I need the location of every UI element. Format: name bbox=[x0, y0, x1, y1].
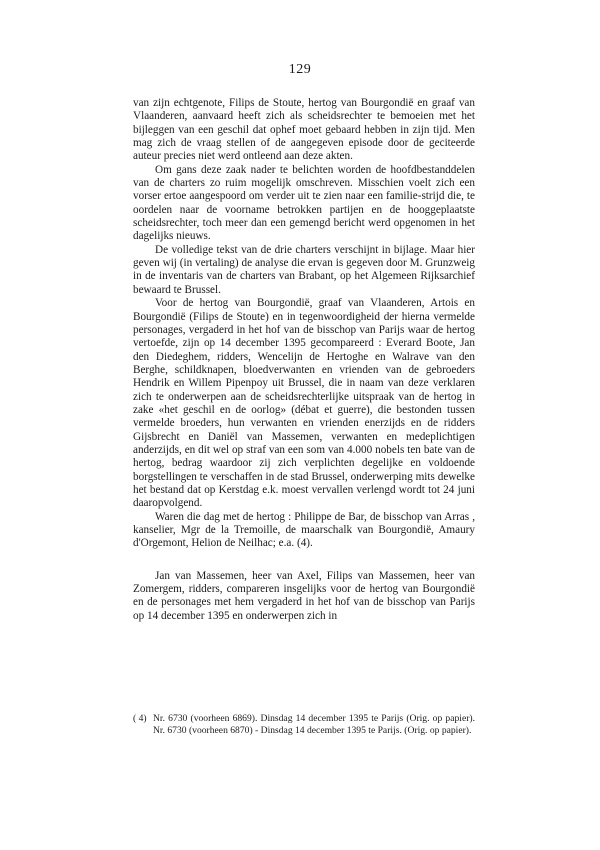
paragraph-4: Voor de hertog van Bourgondië, graaf van Vlaanderen, Artois en Bourgondië (Filips de Stoute) en in tegenwoordigheid der hierna vermelde personages, vergaderd in het hof van de bisschop van Parijs waar de hertog vertoefde, zijn op 14 december 1395 gecompareerd : Everard Boote, Jan den Diedeghem, ridders, Wencelijn de Hertoghe en Walrave van den Berghe, schildknapen, bloedverwanten en vrienden van de gebroeders Hendrik en Willem Pipenpoy uit Brussel, die in naam van deze verklaren zich te onderwerpen aan de scheidsrechterlijke uitspraak van de hertog in zake «het geschil en de oorlog» (débat et guerre), die bestonden tussen vermelde broeders, hun verwanten en vrienden enerzijds en de ridders Gijsbrecht en Daniël van Massemen, verwanten en medeplichtigen anderzijds, en dit wel op straf van een som van 4.000 nobels ten bate van de hertog, bedrag waardoor zij zich verplichten degelijke en voldoende borgstellingen te verschaffen in de stad Brussel, onderwerping mits dewelke het bestand dat op Kerstdag e.k. moest vervallen verlengd wordt tot 24 juni daaropvolgend. bbox=[133, 297, 475, 510]
footnote-4 bbox=[133, 713, 475, 737]
paragraph-6: Jan van Massemen, heer van Axel, Filips van Massemen, heer van Zomergem, ridders, compareren insgelijks voor de hertog van Bourgondië en de personages met hem vergaderd in het hof van de bisschop van Parijs op 14 december 1395 en onderwerpen zich in bbox=[133, 569, 475, 622]
paragraph-2: Om gans deze zaak nader te belichten worden de hoofdbestanddelen van de charters zo ruim mogelijk omschreven. Misschien voelt zich een vorser ertoe aangespoord om verder uit te zien naar een familie-strijd die, te oordelen naar de voorname betrokken partijen en de hooggeplaatste scheidsrechter, toch meer dan een gemengd bericht werd opgenomen in het dagelijks nieuws. bbox=[133, 163, 475, 243]
paragraph-3: De volledige tekst van de drie charters verschijnt in bijlage. Maar hier geven wij (in vertaling) de analyse die ervan is gegeven door M. Grunzweig in de inventaris van de charters van Brabant, op het Algemeen Rijksarchief bewaard te Brussel. bbox=[133, 243, 475, 296]
paragraph-5: Waren die dag met de hertog : Philippe de Bar, de bisschop van Arras , kanselier, Mgr de la Tremoille, de maarschalk van Bourgondië, Amaury d'Orgemont, Helion de Neilhac; e.a. (4). bbox=[133, 510, 475, 550]
page-number: 129 bbox=[288, 62, 312, 77]
body-text bbox=[133, 97, 475, 623]
footnotes bbox=[133, 713, 475, 737]
footnote-text: Nr. 6730 (voorheen 6869). Dinsdag 14 december 1395 te Parijs (Orig. op papier). Nr. 6730 (voorheen 6870) - Dinsdag 14 december 1395 te Parijs. (Orig. op papier). bbox=[153, 713, 475, 737]
paragraph-1: van zijn echtgenote, Filips de Stoute, hertog van Bourgondië en graaf van Vlaanderen, aanvaard heeft zich als scheidsrechter te bemoeien met het bijleggen van een geschil dat ophef moet gebaard hebben in zijn tijd. Men mag zich de vraag stellen of de aangegeven episode door de geciteerde auteur precies niet werd ontleend aan deze akten. bbox=[133, 97, 475, 163]
footnote-marker: ( 4) bbox=[133, 713, 147, 724]
